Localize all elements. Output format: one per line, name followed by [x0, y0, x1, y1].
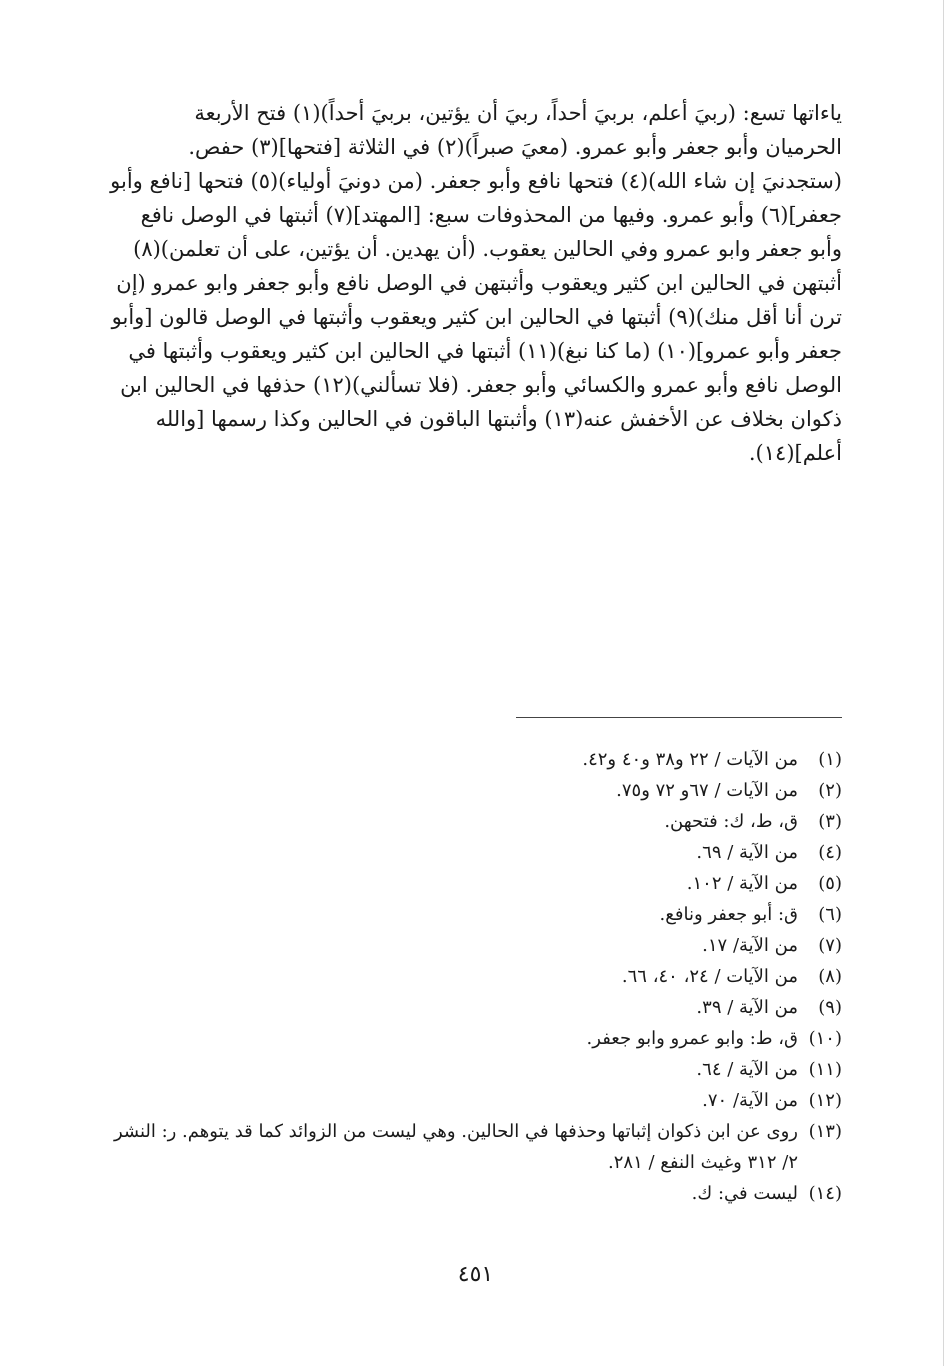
footnote [60, 837, 842, 868]
footnote-text [60, 868, 798, 899]
footnote-line: من الآية/ ٧٠. [702, 1090, 798, 1111]
footnote-number: (٧) [818, 935, 842, 956]
footnote-text [60, 1054, 798, 1085]
footnote [60, 775, 842, 806]
footnote [60, 930, 842, 961]
main-text-line: ذكوان بخلاف عن الأخفش عنه(١٣) وأثبتها الباقون في الحالين وكذا رسمها [والله [155, 407, 842, 431]
footnote-text [60, 961, 798, 992]
footnote-line: من الآية / ٣٩. [696, 997, 798, 1018]
footnote-text [60, 744, 798, 775]
footnote-divider [516, 717, 842, 718]
footnote-number: (٢) [818, 780, 842, 801]
footnote [60, 1054, 842, 1085]
main-text-line: جعفر](٦) وأبو عمرو. وفيها من المحذوفات سبع: [المهتد](٧) أثبتها في الوصل نافع [140, 203, 842, 227]
footnote [60, 868, 842, 899]
footnote-text [60, 992, 798, 1023]
footnote-number: (٦) [818, 904, 842, 925]
footnote-number: (١٢) [808, 1090, 842, 1111]
main-text-line: جعفر وأبو عمرو](١٠) (ما كنا نبغ)(١١) أثبتها في الحالين ابن كثير ويعقوب وأثبتها في [128, 339, 842, 363]
footnote-text [60, 775, 798, 806]
footnote-line: من الآية/ ١٧. [702, 935, 798, 956]
footnote-text [60, 806, 798, 837]
footnote-line: من الآيات / ٢٤، ٤٠، ٦٦. [621, 966, 798, 987]
footnote-text [60, 899, 798, 930]
footnote-number: (١٣) [808, 1121, 842, 1142]
footnote-number: (٤) [818, 842, 842, 863]
footnote-text [60, 837, 798, 868]
footnote [60, 1116, 842, 1178]
footnote [60, 744, 842, 775]
main-text-line: أعلم](١٤). [748, 441, 842, 465]
footnote-number: (٥) [818, 873, 842, 894]
main-text-block [76, 96, 842, 470]
main-text-line: أثبتهن في الحالين ابن كثير ويعقوب وأثبتهن في الوصل نافع وأبو جعفر وابو عمرو (إن [116, 271, 842, 295]
footnote-line: ليست في: ك. [691, 1183, 798, 1204]
footnote-line: ٢/ ٣١٢ وغيث النفع / ٢٨١. [608, 1152, 798, 1173]
page-number: ٤٥١ [457, 1262, 494, 1287]
scan-edge [943, 0, 944, 1366]
footnote-line: من الآية / ١٠٢. [686, 873, 798, 894]
footnote-line: من الآية / ٦٩. [696, 842, 798, 863]
footnote-text [60, 1023, 798, 1054]
footnote-number: (١٤) [808, 1183, 842, 1204]
footnote-number: (١١) [808, 1059, 842, 1080]
footnote-line: من الآيات / ٦٧و ٧٢ و٧٥. [616, 780, 798, 801]
footnote [60, 992, 842, 1023]
main-text-line: (ستجدنيَ إن شاء الله)(٤) فتحها نافع وأبو جعفر. (من دونيَ أولياء)(٥) فتحها [نافع وأبو [110, 169, 842, 193]
footnote-text [60, 930, 798, 961]
footnote-line: ق: أبو جعفر ونافع. [659, 904, 798, 925]
footnote [60, 899, 842, 930]
footnote-number: (٣) [818, 811, 842, 832]
main-text-line: الوصل نافع وأبو عمرو والكسائي وأبو جعفر. (فلا تسألني)(١٢) حذفها في الحالين ابن [120, 373, 842, 397]
footnote-text [60, 1178, 798, 1209]
footnote-line: من الآيات / ٢٢ و٣٨ و٤٠ و٤٢. [582, 749, 798, 770]
main-text-line: الحرميان وأبو جعفر وأبو عمرو. (معيَ صبراً)(٢) في الثلاثة [فتحها](٣) حفص. [188, 135, 842, 159]
footnote-text [60, 1085, 798, 1116]
footnote-number: (١) [818, 749, 842, 770]
footnote [60, 1023, 842, 1054]
footnote-number: (٩) [818, 997, 842, 1018]
footnote-line: من الآية / ٦٤. [696, 1059, 798, 1080]
footnote-line: ق، ط، ك: فتحهن. [664, 811, 798, 832]
footnote [60, 961, 842, 992]
footnotes-list [60, 744, 842, 1209]
main-text-line: ياءاتها تسع: (ربيَ أعلم، بربيَ أحداً، ربيَ أن يؤتين، بربيَ أحداً)(١) فتح الأربعة [194, 101, 842, 125]
main-text-line: ترن أنا أقل منك)(٩) أثبتها في الحالين ابن كثير ويعقوب وأثبتها في الوصل قالون [وأبو [111, 305, 842, 329]
footnote [60, 1178, 842, 1209]
footnote [60, 806, 842, 837]
footnote-text [60, 1116, 798, 1178]
footnote-line: ق، ط: وابو عمرو وابو جعفر. [586, 1028, 798, 1049]
footnote [60, 1085, 842, 1116]
footnote-number: (١٠) [808, 1028, 842, 1049]
footnote-line: روى عن ابن ذكوان إثباتها وحذفها في الحالين. وهي ليست من الزوائد كما قد يتوهم. ر: النشر [113, 1121, 798, 1142]
footnote-number: (٨) [818, 966, 842, 987]
main-text-line: وأبو جعفر وابو عمرو وفي الحالين يعقوب. (أن يهدين. أن يؤتين، على أن تعلمن)(٨) [133, 237, 842, 261]
